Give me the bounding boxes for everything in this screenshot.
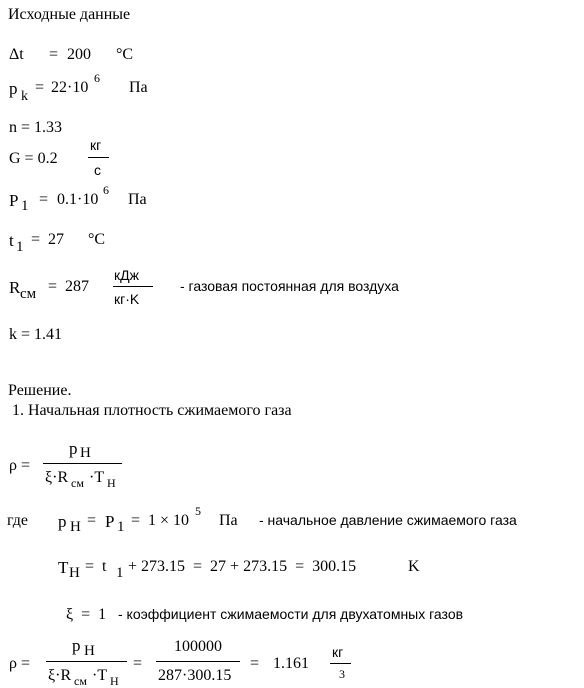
t1-unit: °C [88,231,106,248]
rcm-eq: = [48,278,58,295]
rho-calc-unit-denominator: 3 [339,667,345,681]
dt-eq: = [49,46,59,63]
g-fraction-bar [88,157,109,158]
k-line: k = 1.41 [9,326,63,343]
rho-calc-num-symbol: p [72,636,81,655]
rcm-value: 287 [65,278,89,295]
t1-subscript: 1 [16,239,24,255]
t1-symbol: t [9,231,14,250]
th-symbol: T [58,558,69,577]
rho-calc-den-2: 287·300.15 [158,667,232,684]
ph-value: 1 × 10 [148,512,190,529]
rho-fraction-bar [43,463,122,464]
p1-exponent: 6 [103,183,109,197]
ph-p1-symbol: P [105,512,115,531]
rcm-unit-denominator: кг·K [114,291,140,307]
n-line: n = 1.33 [9,119,63,136]
dt-symbol: Δt [9,46,24,63]
rho-lhs: ρ = [9,457,31,474]
t1-eq: = [31,231,41,248]
g-unit-numerator: кг [90,137,102,153]
th-computation: + 273.15 = 27 + 273.15 = 300.15 [128,558,357,575]
g-value: G = 0.2 [9,150,58,167]
xi-value: ξ = 1 [66,606,107,623]
pk-exponent: 6 [94,71,100,85]
where-label: где [7,512,29,529]
t1-value: 27 [48,231,64,248]
rho-calc-result: 1.161 [273,655,309,672]
rcm-comment: - газовая постоянная для воздуха [180,278,399,294]
rho-calc-den-prefix: ξ·R [48,667,72,684]
rho-den-subscript: см [71,476,84,490]
rho-den-prefix: ξ·R [45,469,69,486]
rho-calc-den-mid: ·T [92,667,108,684]
pk-value: 22·10 [51,79,89,96]
dt-unit: °C [116,46,134,63]
rho-calc-den-subscript: см [74,674,87,688]
g-unit-denominator: с [94,162,101,178]
p1-subscript: 1 [21,198,29,214]
rcm-subscript: см [20,286,37,302]
p1-eq: = [39,191,49,208]
pk-symbol: p [9,79,18,98]
th-eq-t: = t [85,558,107,575]
rho-calc-unit-bar [330,663,351,664]
rho-calc-num-subscript: H [84,643,95,659]
rho-calc-num-2: 100000 [174,638,222,655]
rho-calc-fraction-bar-1 [46,661,127,662]
pk-subscript: k [21,89,28,104]
rho-num-subscript: H [80,445,91,461]
pk-eq: = [35,79,45,96]
ph-symbol: p [58,512,67,531]
ph-exponent: 5 [195,504,201,518]
ph-eq-1: = [87,512,97,529]
p1-symbol: P [9,191,19,210]
th-subscript: H [69,565,80,581]
ph-p1-subscript: 1 [117,519,125,535]
rho-calc-eq-2: = [250,655,260,672]
th-t-subscript: 1 [116,565,124,581]
heading-input-data: Исходные данные [8,6,131,23]
rho-num-symbol: p [69,439,78,458]
rho-den-mid: ·T [89,469,105,486]
rho-calc-lhs: ρ = [9,655,31,672]
ph-unit: Па [219,512,238,529]
rcm-symbol: R [9,278,21,297]
rho-den-subscript-2: H [107,476,116,490]
dt-value: 200 [67,46,91,63]
p1-unit: Па [128,191,147,208]
rho-calc-fraction-bar-2 [156,661,240,662]
heading-solution: Решение. [8,382,72,399]
rho-calc-den-subscript-2: H [110,674,119,688]
pk-unit: Па [129,79,148,96]
rcm-fraction-bar [113,286,153,287]
ph-comment: - начальное давление сжимаемого газа [259,512,517,528]
ph-subscript: H [70,519,81,535]
step-1-title: 1. Начальная плотность сжимаемого газа [12,402,292,419]
xi-comment: - коэффициент сжимаемости для двухатомных газов [118,606,464,622]
p1-value: 0.1·10 [57,191,99,208]
rho-calc-unit-numerator: кг [332,644,344,660]
ph-eq-2: = [131,512,141,529]
rho-calc-eq-1: = [133,655,143,672]
th-unit: K [408,558,420,575]
rcm-unit-numerator: кДж [114,267,139,283]
